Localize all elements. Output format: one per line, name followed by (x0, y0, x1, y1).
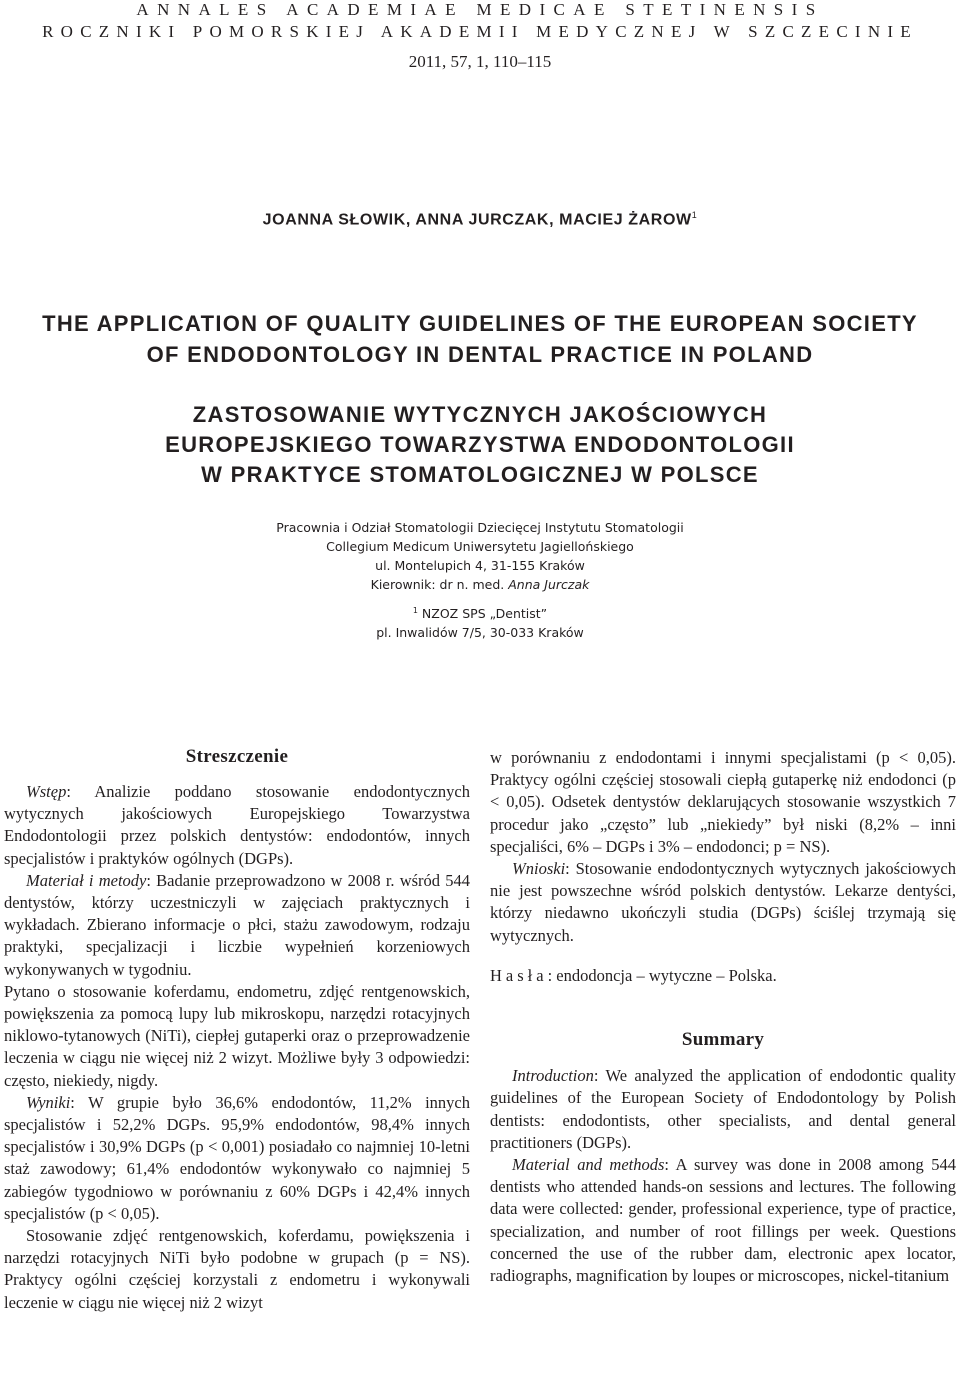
streszczenie-heading: Streszczenie (185, 746, 289, 767)
journal-title-polish: ROCZNIKI POMORSKIEJ AKADEMII MEDYCZNEJ W SZCZECINIE (42, 22, 918, 41)
wstep-label: Wstęp (26, 782, 67, 801)
streszczenie-wyniki-cd: Stosowanie zdjęć rentgenowskich, koferdamu, powiększenia i narzędzi rotacyjnych NiTi było podobne w grupach (p = NS). Praktycy ogólni częściej korzystali z endometru i wykonywali leczenie w ciągu nie więcej niż 2 wizyt (4, 1226, 470, 1312)
title-en-line1: THE APPLICATION OF QUALITY GUIDELINES OF THE EUROPEAN SOCIETY (42, 311, 918, 336)
authors-names: JOANNA SŁOWIK, ANNA JURCZAK, MACIEJ ŻAROW (262, 211, 692, 229)
wstep-text: : Analizie poddano stosowanie endodontycznych wytycznych jakościowych Europejskiego Towarzystwa Endodontologii przez polskich dentystów: endodontów, innych specjalistów i praktyków ogólnych (DGPs). (4, 782, 470, 868)
affiliation-head-prefix: Kierownik: dr n. med. (370, 577, 509, 592)
affiliation-line2: Collegium Medicum Uniwersytetu Jagiellońskiego (326, 539, 634, 554)
methods-text: : A survey was done in 2008 among 544 dentists who attended hands-on sessions and lectures. The following data were collected: gender, professional experience, type of practice, specialization, and number of root fillings per week. Questions concerned the use of the rubber dam, electronic apex locator, radiographs, magnification by loupes or microscopes, nickel-titanium (490, 1155, 956, 1286)
metody-label: Materiał i metody (26, 870, 147, 890)
authors (0, 210, 960, 229)
metody-text: : Badanie przeprowadzono w 2008 r. wśród 544 dentystów, którzy uczestniczyli w zajęciach praktycznych i wykładach. Zbierano informacje o płci, stażu zawodowym, rodzaju praktyki, specjalizacji i liczbie wypełnień korzeniowych wykonywanych w tygodniu. (4, 870, 470, 979)
affiliation-second-name: NZOZ SPS „Dentist” (417, 606, 548, 622)
summary-heading: Summary (681, 1029, 765, 1051)
affiliation-line5 (0, 606, 960, 621)
title-pl-line1: ZASTOSOWANIE WYTYCZNYCH JAKOŚCIOWYCH (192, 402, 768, 427)
abstract-left-column (4, 781, 470, 1314)
wnioski-label: Wnioski (512, 859, 566, 879)
citation: 2011, 57, 1, 110–115 (408, 52, 552, 71)
streszczenie-wnioski (490, 858, 956, 947)
affiliation-marker: 1 (412, 606, 418, 615)
journal-title-latin: ANNALES ACADEMIAE MEDICAE STETINENSIS (136, 0, 824, 19)
summary-methods (490, 1154, 956, 1287)
affiliation-line3: ul. Montelupich 4, 31-155 Kraków (375, 558, 585, 573)
summary-introduction (490, 1065, 956, 1154)
streszczenie-pytania: Pytano o stosowanie koferdamu, endometru, zdjęć rentgenowskich, powiększenia za pomocą lupy lub mikroskopu, narzędzi rotacyjnych niklowo-tytanowych (NiTi), ciepłej gutaperki oraz o przeprowadzenie leczenia w ciągu nie więcej niż 2 wizyt. Możliwe były 3 odpowiedzi: często, niekiedy, nigdy. (4, 981, 470, 1090)
introduction-label: Introduction (512, 1066, 594, 1086)
abstract-right-column (490, 747, 956, 1287)
streszczenie-wyniki (4, 1092, 470, 1225)
streszczenie-metody (4, 870, 470, 981)
wnioski-text: : Stosowanie endodontycznych wytycznych jakościowych nie jest powszechne wśród polskich dentystów. Lekarze dentyści, którzy niedawno ukończyli studia (DGPs) ściślej trzymają się wytycznych. (490, 859, 956, 945)
streszczenie-wyniki-cont: w porównaniu z endodontami i innymi specjalistami (p < 0,05). Praktycy ogólni częściej stosowali ciepłą gutaperkę niż endodonci (p < 0,05). Odsetek dentystów deklarujących stosowanie wszystkich 7 procedur jako „często” lub „niekiedy” był niski (8,2% – inni specjaliści, 6% – DGPs i 3% – endodonci; p = NS). (490, 748, 956, 856)
methods-label: Material and methods (512, 1155, 665, 1175)
streszczenie-keywords (490, 965, 956, 987)
introduction-text: : We analyzed the application of endodontic quality guidelines of the European Society of Endodontology by Polish dentists: endodontists, other specialists, and dental general practitioners (DGPs). (490, 1066, 956, 1152)
wyniki-label: Wyniki (26, 1092, 71, 1112)
affiliation-line1: Pracownia i Odział Stomatologii Dziecięcej Instytutu Stomatologii (276, 520, 684, 535)
affiliation-line4 (0, 577, 960, 592)
title-en-line2: OF ENDODONTOLOGY IN DENTAL PRACTICE IN POLAND (146, 342, 814, 367)
title-pl-line3: W PRAKTYCE STOMATOLOGICZNEJ W POLSCE (201, 462, 759, 487)
keywords-text: : endodoncja – wytyczne – Polska. (547, 965, 777, 985)
title-pl-line2: EUROPEJSKIEGO TOWARZYSTWA ENDODONTOLOGII (165, 432, 795, 457)
keywords-label: Hasła (490, 965, 548, 985)
affiliation-head-name: Anna Jurczak (508, 577, 590, 592)
affiliation-line6: pl. Inwalidów 7/5, 30-033 Kraków (376, 625, 584, 640)
streszczenie-wstep (4, 781, 470, 870)
authors-affiliation-marker: 1 (691, 210, 698, 220)
wyniki-text: : W grupie było 36,6% endodontów, 11,2% innych specjalistów i 52,2% DGPs. 95,9% endodontów, 98,4% innych specjalistów i 30,9% DGPs (p < 0,001) posiadało co najmniej 10-letni staż zawodowy; 61,4% endodontów wykonywało co najmniej 5 zabiegów tygodniowo w porównaniu z 60% DGPs i 42,4% innych specjalistów (p < 0,05). (4, 1092, 470, 1223)
